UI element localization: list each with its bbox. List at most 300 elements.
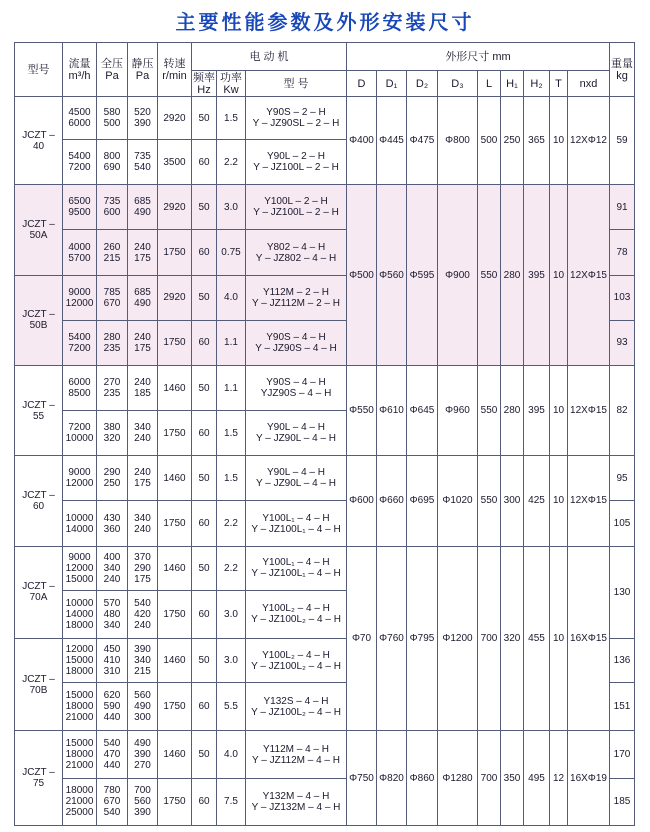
dimension-cell: 12XΦ15 (568, 185, 610, 366)
dimension-cell: 395 (524, 185, 550, 366)
frequency-cell: 60 (192, 590, 217, 638)
dimension-cell: Φ560 (377, 185, 407, 366)
col-dims: 外形尺寸 mm (347, 43, 610, 71)
motor-model-value: Y100L₁ – 4 – H (262, 557, 330, 569)
dimension-cell: 12 (550, 731, 568, 826)
static-pressure-cell (128, 731, 158, 778)
dimension-cell: Φ610 (377, 365, 407, 455)
speed-cell: 1750 (158, 320, 192, 365)
table-row (15, 365, 635, 410)
power-cell: 1.5 (217, 411, 246, 456)
flow-value: 15000 (65, 573, 94, 585)
flow-value: 15000 (65, 655, 94, 667)
motor-model-value: Y90S – 4 – H (266, 331, 326, 343)
total-pressure-value: 570 (103, 597, 121, 609)
flow-value: 10000 (65, 512, 94, 524)
motor-model-value: Y – JZ90S – 4 – H (255, 342, 337, 354)
model-name-line: JCZT – (22, 581, 55, 593)
model-name-line: 50B (29, 320, 48, 332)
total-pressure-value: 270 (103, 377, 121, 389)
dimension-cell: 12XΦ15 (568, 456, 610, 546)
motor-model-cell (246, 501, 347, 546)
total-pressure-cell (97, 230, 128, 275)
frequency-cell: 60 (192, 411, 217, 456)
col-dim: D₃ (438, 71, 478, 97)
model-cell (15, 97, 63, 185)
speed-cell: 1460 (158, 365, 192, 410)
total-pressure-value: 340 (103, 619, 121, 631)
dimension-cell: 395 (524, 365, 550, 455)
motor-model-cell (246, 365, 347, 410)
page-title: 主要性能参数及外形安装尺寸 (175, 10, 475, 34)
static-pressure-value: 490 (134, 701, 151, 713)
total-pressure-cell (97, 320, 128, 365)
model-name-line: 50A (29, 229, 48, 241)
total-pressure-value: 670 (103, 297, 121, 309)
motor-model-value: Y802 – 4 – H (266, 241, 326, 253)
speed-cell: 1750 (158, 778, 192, 825)
flow-cell (63, 501, 97, 546)
dimension-cell: Φ750 (347, 731, 377, 826)
static-pressure-value: 340 (134, 655, 151, 667)
total-pressure-value: 440 (103, 712, 121, 724)
dimension-cell: 10 (550, 97, 568, 185)
static-pressure-value: 240 (134, 331, 151, 343)
flow-value: 18000 (65, 749, 94, 761)
motor-model-value: Y – JZ100L₂ – 4 – H (251, 660, 341, 672)
dimension-cell: 350 (501, 731, 524, 826)
flow-cell (63, 185, 97, 230)
dimension-cell: 16XΦ15 (568, 546, 610, 731)
weight-cell: 95 (610, 456, 635, 501)
total-pressure-value: 480 (103, 608, 121, 620)
total-pressure-cell (97, 275, 128, 320)
total-pressure-cell (97, 778, 128, 825)
static-pressure-value: 490 (134, 297, 151, 309)
motor-model-cell (246, 546, 347, 590)
total-pressure-value: 280 (103, 331, 121, 343)
power-cell: 7.5 (217, 778, 246, 825)
static-pressure-cell (128, 546, 158, 590)
static-pressure-cell (128, 365, 158, 410)
table-row (15, 456, 635, 501)
flow-value: 10000 (65, 597, 94, 609)
dimension-cell: 16XΦ19 (568, 731, 610, 826)
speed-cell: 2920 (158, 185, 192, 230)
header-row-1 (15, 43, 635, 71)
dimension-cell: 300 (501, 456, 524, 546)
motor-model-value: Y – JZ132M – 4 – H (251, 801, 341, 813)
total-pressure-value: 260 (103, 241, 121, 253)
motor-model-value: Y90S – 2 – H (266, 107, 326, 119)
total-pressure-cell (97, 97, 128, 140)
total-pressure-value: 215 (103, 252, 121, 264)
flow-cell (63, 639, 97, 683)
model-name-line: JCZT – (22, 399, 55, 411)
power-cell: 3.0 (217, 590, 246, 638)
frequency-cell: 60 (192, 230, 217, 275)
total-pressure-value: 580 (103, 107, 121, 119)
flow-cell (63, 456, 97, 501)
flow-value: 25000 (65, 807, 94, 819)
motor-model-value: Y112M – 2 – H (263, 286, 329, 298)
power-cell: 3.0 (217, 639, 246, 683)
total-pressure-value: 785 (103, 286, 121, 298)
dimension-cell: 425 (524, 456, 550, 546)
static-pressure-value: 370 (134, 551, 151, 563)
flow-value: 15000 (65, 690, 94, 702)
dimension-cell: 365 (524, 97, 550, 185)
static-pressure-value: 215 (134, 666, 151, 678)
static-pressure-cell (128, 97, 158, 140)
motor-model-value: Y – JZ100L – 2 – H (253, 207, 339, 219)
total-pressure-value: 470 (103, 749, 121, 761)
static-pressure-value: 700 (134, 785, 151, 797)
flow-value: 12000 (65, 478, 94, 490)
total-pressure-value: 340 (103, 562, 121, 574)
static-pressure-value: 240 (134, 523, 151, 535)
motor-model-cell (246, 185, 347, 230)
motor-model-cell (246, 97, 347, 140)
model-name-line: JCZT – (22, 309, 55, 321)
flow-value: 18000 (65, 701, 94, 713)
model-name-line: 55 (32, 410, 45, 422)
total-pressure-value: 440 (103, 760, 121, 772)
static-pressure-value: 490 (134, 207, 151, 219)
weight-cell: 151 (610, 683, 635, 731)
dimension-cell: Φ820 (377, 731, 407, 826)
dimension-cell: 12XΦ12 (568, 97, 610, 185)
frequency-cell: 50 (192, 365, 217, 410)
static-pressure-cell (128, 185, 158, 230)
flow-value: 5400 (68, 331, 91, 343)
static-pressure-value: 240 (134, 467, 151, 479)
flow-value: 14000 (65, 523, 94, 535)
table-row (15, 731, 635, 778)
total-pressure-cell (97, 546, 128, 590)
static-pressure-value: 520 (134, 107, 151, 119)
flow-value: 9000 (68, 551, 91, 563)
flow-cell (63, 683, 97, 731)
dimension-cell: 250 (501, 97, 524, 185)
motor-model-cell (246, 140, 347, 185)
dimension-cell: Φ500 (347, 185, 377, 366)
static-pressure-value: 175 (134, 342, 151, 354)
static-pressure-value: 685 (134, 286, 151, 298)
dimension-cell: 550 (478, 365, 501, 455)
flow-value: 7200 (68, 162, 91, 174)
flow-value: 21000 (65, 712, 94, 724)
total-pressure-value: 250 (103, 478, 121, 490)
dimension-cell: Φ860 (407, 731, 438, 826)
dimension-cell: 550 (478, 456, 501, 546)
static-pressure-value: 185 (134, 388, 151, 400)
motor-model-value: Y112M – 4 – H (263, 743, 329, 755)
total-pressure-value: 500 (103, 118, 121, 130)
flow-value: 9000 (68, 286, 91, 298)
dimension-cell: 12XΦ15 (568, 365, 610, 455)
dimension-cell: Φ900 (438, 185, 478, 366)
total-pressure-value: 690 (103, 162, 121, 174)
motor-model-cell (246, 411, 347, 456)
dimension-cell: Φ695 (407, 456, 438, 546)
col-freq: 频率 Hz (193, 71, 215, 96)
dimension-cell: Φ1200 (438, 546, 478, 731)
power-cell: 3.0 (217, 185, 246, 230)
total-pressure-value: 240 (103, 573, 121, 585)
weight-cell: 91 (610, 185, 635, 230)
dimension-cell: Φ645 (407, 365, 438, 455)
power-cell: 5.5 (217, 683, 246, 731)
dimension-cell: Φ475 (407, 97, 438, 185)
power-cell: 1.1 (217, 365, 246, 410)
motor-model-value: Y132M – 4 – H (262, 790, 330, 802)
flow-value: 6500 (68, 196, 91, 208)
model-name-line: 70A (29, 592, 48, 604)
flow-cell (63, 140, 97, 185)
flow-value: 12000 (65, 562, 94, 574)
motor-model-value: Y – JZ802 – 4 – H (255, 252, 337, 264)
col-total-pressure: 全压 Pa (97, 43, 128, 97)
total-pressure-value: 620 (103, 690, 121, 702)
col-weight: 重量 kg (610, 43, 635, 97)
motor-model-cell (246, 778, 347, 825)
model-name-line: 60 (32, 500, 45, 512)
flow-cell (63, 731, 97, 778)
static-pressure-cell (128, 778, 158, 825)
total-pressure-value: 290 (103, 467, 121, 479)
dimension-cell: 495 (524, 731, 550, 826)
flow-value: 6000 (68, 377, 91, 389)
total-pressure-cell (97, 456, 128, 501)
motor-model-value: Y – JZ100L₁ – 4 – H (251, 523, 341, 535)
flow-value: 5400 (68, 151, 91, 163)
dimension-cell: 320 (501, 546, 524, 731)
total-pressure-cell (97, 411, 128, 456)
total-pressure-value: 400 (103, 551, 121, 563)
col-dim: D₁ (377, 71, 407, 97)
model-cell (15, 275, 63, 365)
col-dim: T (550, 71, 568, 97)
motor-model-value: Y – JZ100L₂ – 4 – H (251, 706, 341, 718)
dimension-cell: 280 (501, 185, 524, 366)
static-pressure-value: 390 (134, 807, 151, 819)
total-pressure-value: 380 (103, 422, 121, 434)
model-cell (15, 731, 63, 826)
motor-model-value: Y – JZ90SL – 2 – H (252, 118, 340, 130)
dimension-cell: Φ550 (347, 365, 377, 455)
motor-model-value: Y – JZ100L – 2 – H (253, 162, 339, 174)
flow-value: 18000 (65, 619, 94, 631)
frequency-cell: 60 (192, 140, 217, 185)
motor-model-value: Y90L – 4 – H (266, 467, 325, 479)
static-pressure-value: 240 (134, 377, 151, 389)
col-motor: 电 动 机 (192, 43, 347, 71)
power-cell: 1.1 (217, 320, 246, 365)
power-cell: 0.75 (217, 230, 246, 275)
motor-model-value: Y90S – 4 – H (266, 377, 326, 389)
dimension-cell: 455 (524, 546, 550, 731)
dimension-cell: Φ960 (438, 365, 478, 455)
static-pressure-value: 540 (134, 162, 151, 174)
static-pressure-value: 540 (134, 597, 151, 609)
total-pressure-value: 235 (103, 342, 121, 354)
flow-value: 12000 (65, 297, 94, 309)
weight-cell: 82 (610, 365, 635, 455)
speed-cell: 1750 (158, 230, 192, 275)
col-dim: H₁ (501, 71, 524, 97)
total-pressure-value: 590 (103, 701, 121, 713)
flow-value: 6000 (68, 118, 91, 130)
static-pressure-value: 175 (134, 252, 151, 264)
flow-value: 14000 (65, 608, 94, 620)
dimension-cell: 700 (478, 731, 501, 826)
frequency-cell: 60 (192, 778, 217, 825)
dimension-cell: Φ445 (377, 97, 407, 185)
dimension-cell: Φ1280 (438, 731, 478, 826)
col-dim: nxd (568, 71, 610, 97)
power-cell: 1.5 (217, 97, 246, 140)
table-row (15, 546, 635, 590)
static-pressure-value: 240 (134, 619, 151, 631)
flow-cell (63, 778, 97, 825)
flow-cell (63, 275, 97, 320)
total-pressure-cell (97, 365, 128, 410)
weight-cell: 59 (610, 97, 635, 185)
static-pressure-value: 390 (134, 118, 151, 130)
dimension-cell: 550 (478, 185, 501, 366)
dimension-cell: Φ795 (407, 546, 438, 731)
model-name-line: JCZT – (22, 129, 55, 141)
flow-value: 9000 (68, 467, 91, 479)
motor-model-value: Y – JZ100L₂ – 4 – H (251, 614, 341, 626)
col-dim: D₂ (407, 71, 438, 97)
flow-value: 10000 (65, 433, 94, 445)
speed-cell: 1750 (158, 501, 192, 546)
static-pressure-cell (128, 140, 158, 185)
flow-value: 8500 (68, 388, 91, 400)
power-cell: 1.5 (217, 456, 246, 501)
total-pressure-cell (97, 639, 128, 683)
motor-model-value: Y100L₂ – 4 – H (262, 603, 330, 615)
power-cell: 4.0 (217, 275, 246, 320)
motor-model-value: YJZ90S – 4 – H (260, 388, 332, 400)
model-name-line: JCZT – (22, 218, 55, 230)
dimension-cell: Φ1020 (438, 456, 478, 546)
speed-cell: 2920 (158, 275, 192, 320)
total-pressure-value: 600 (103, 207, 121, 219)
flow-value: 18000 (65, 785, 94, 797)
motor-model-cell (246, 590, 347, 638)
flow-value: 7200 (68, 422, 91, 434)
static-pressure-value: 420 (134, 608, 151, 620)
flow-cell (63, 546, 97, 590)
static-pressure-value: 390 (134, 644, 151, 656)
static-pressure-cell (128, 320, 158, 365)
static-pressure-value: 560 (134, 796, 151, 808)
total-pressure-cell (97, 185, 128, 230)
dimension-cell: Φ600 (347, 456, 377, 546)
weight-cell: 103 (610, 275, 635, 320)
frequency-cell: 50 (192, 97, 217, 140)
static-pressure-cell (128, 411, 158, 456)
frequency-cell: 60 (192, 501, 217, 546)
speed-cell: 1750 (158, 411, 192, 456)
model-cell (15, 546, 63, 638)
col-speed: 转速 r/min (158, 43, 192, 97)
model-cell (15, 456, 63, 546)
power-cell: 2.2 (217, 140, 246, 185)
static-pressure-value: 685 (134, 196, 151, 208)
col-static-pressure: 静压 Pa (128, 43, 158, 97)
motor-model-value: Y – JZ90L – 4 – H (255, 433, 337, 445)
motor-model-cell (246, 731, 347, 778)
frequency-cell: 60 (192, 320, 217, 365)
dimension-cell: Φ800 (438, 97, 478, 185)
weight-cell: 185 (610, 778, 635, 825)
dimension-cell: Φ400 (347, 97, 377, 185)
motor-model-cell (246, 456, 347, 501)
static-pressure-value: 175 (134, 478, 151, 490)
static-pressure-cell (128, 230, 158, 275)
dimension-cell: 10 (550, 365, 568, 455)
flow-cell (63, 320, 97, 365)
total-pressure-value: 780 (103, 785, 121, 797)
col-flow: 流量 m³/h (63, 43, 97, 97)
frequency-cell: 50 (192, 456, 217, 501)
model-cell (15, 639, 63, 731)
total-pressure-value: 540 (103, 738, 121, 750)
static-pressure-cell (128, 590, 158, 638)
flow-cell (63, 411, 97, 456)
model-name-line: 40 (32, 140, 45, 152)
flow-value: 15000 (65, 738, 94, 750)
total-pressure-value: 320 (103, 433, 121, 445)
power-cell: 2.2 (217, 546, 246, 590)
static-pressure-value: 390 (134, 749, 151, 761)
flow-value: 5700 (68, 252, 91, 264)
flow-cell (63, 230, 97, 275)
motor-model-value: Y132S – 4 – H (263, 695, 329, 707)
weight-cell: 136 (610, 639, 635, 683)
static-pressure-value: 240 (134, 241, 151, 253)
speed-cell: 1460 (158, 731, 192, 778)
motor-model-value: Y90L – 4 – H (266, 422, 325, 434)
dimension-cell: 10 (550, 456, 568, 546)
flow-value: 12000 (65, 644, 94, 656)
dimension-cell: 280 (501, 365, 524, 455)
motor-model-cell (246, 275, 347, 320)
dimension-cell: Φ70 (347, 546, 377, 731)
frequency-cell: 60 (192, 683, 217, 731)
motor-model-cell (246, 639, 347, 683)
total-pressure-value: 310 (103, 666, 121, 678)
static-pressure-cell (128, 275, 158, 320)
frequency-cell: 50 (192, 185, 217, 230)
flow-value: 21000 (65, 796, 94, 808)
motor-model-value: Y – JZ90L – 4 – H (255, 478, 337, 490)
motor-model-value: Y100L₂ – 4 – H (262, 649, 330, 661)
total-pressure-value: 735 (103, 196, 121, 208)
total-pressure-cell (97, 501, 128, 546)
flow-value: 9500 (68, 207, 91, 219)
total-pressure-cell (97, 590, 128, 638)
frequency-cell: 50 (192, 546, 217, 590)
motor-model-value: Y – JZ100L₁ – 4 – H (251, 568, 341, 580)
dimension-cell: Φ760 (377, 546, 407, 731)
col-model: 型号 (15, 43, 63, 97)
flow-value: 21000 (65, 760, 94, 772)
